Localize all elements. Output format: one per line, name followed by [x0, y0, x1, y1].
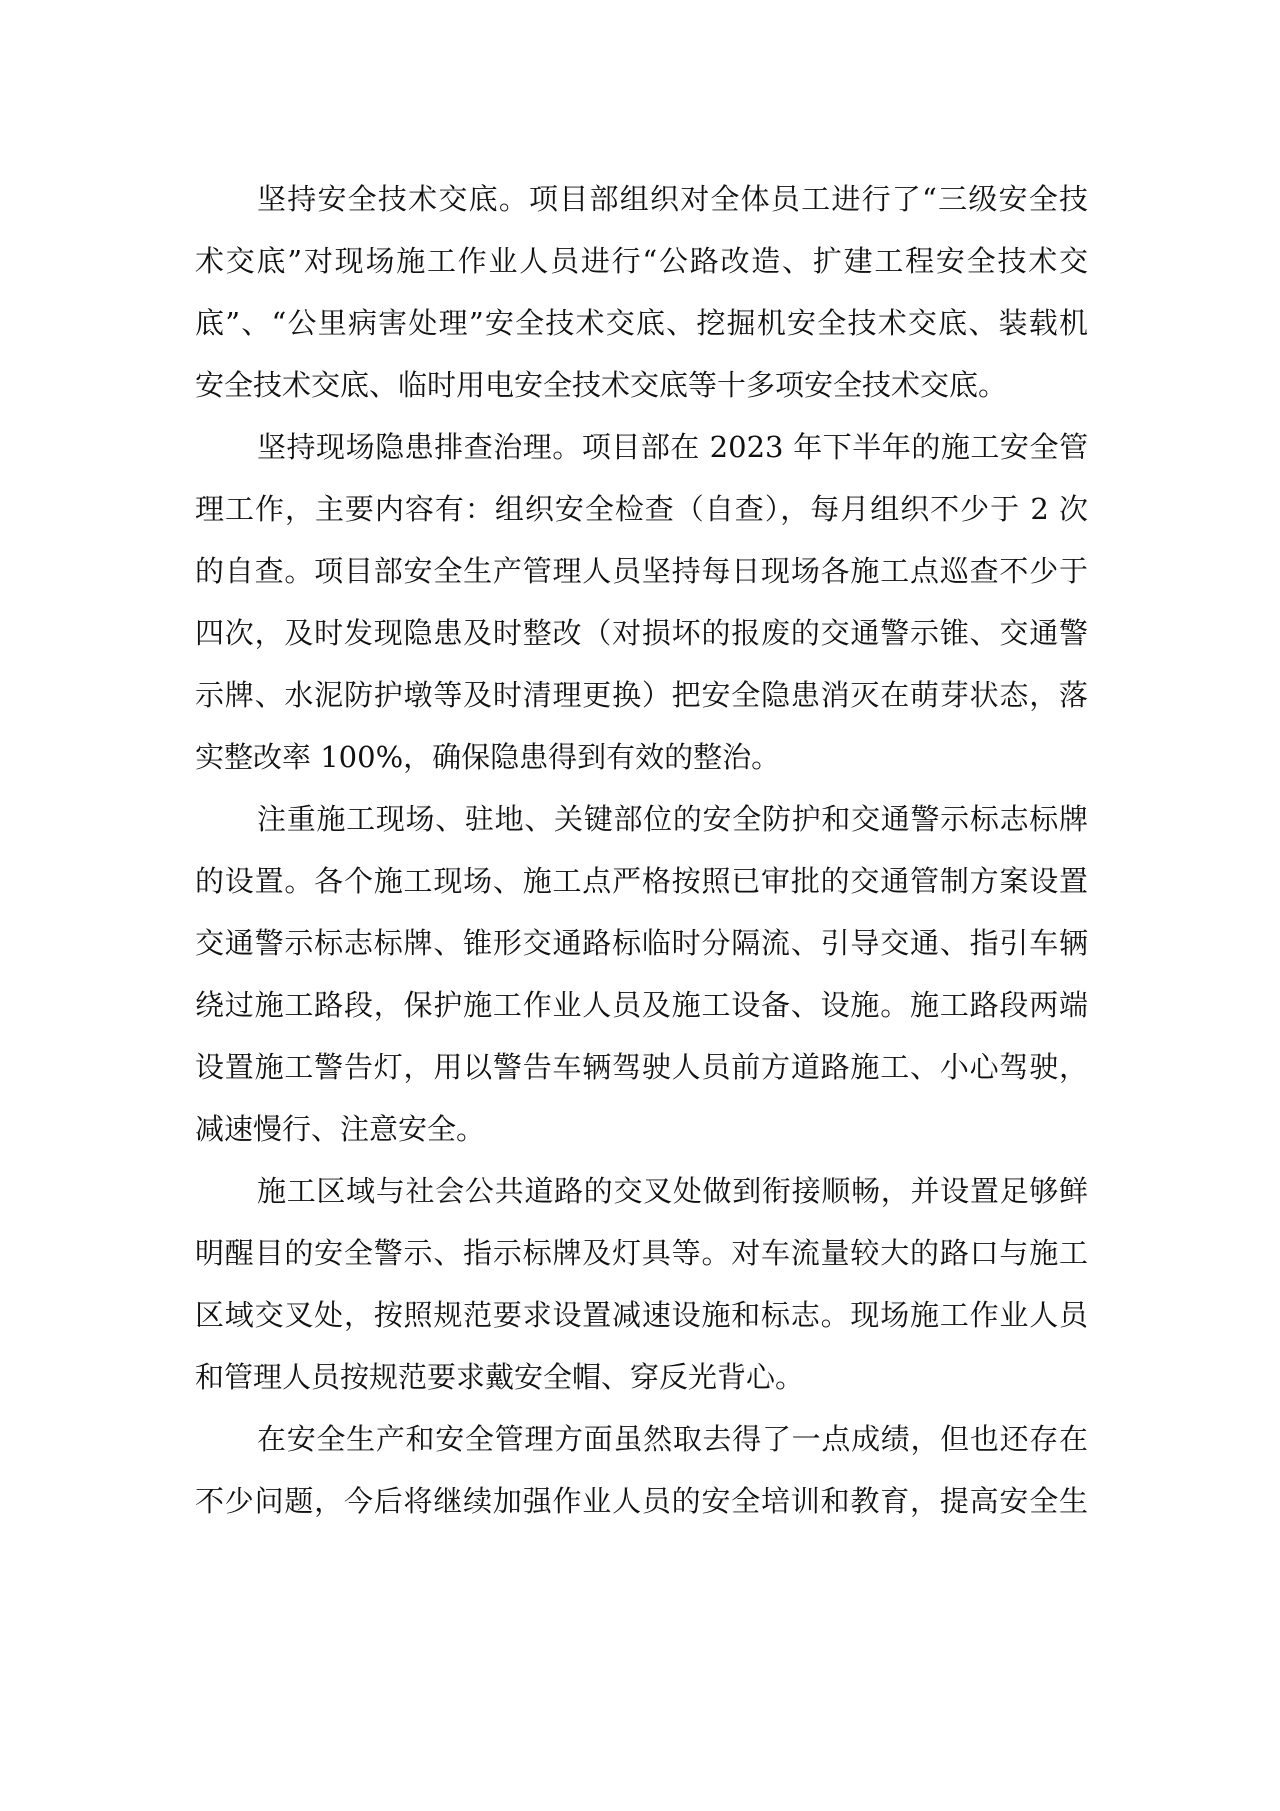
text-line: 实整改率 100%，确保隐患得到有效的整治。 — [195, 740, 781, 774]
text-line: 交通警示标志标牌、锥形交通路标临时分隔流、引导交通、指引车辆 — [195, 926, 1088, 960]
text-line: 四次，及时发现隐患及时整改（对损坏的报废的交通警示锥、交通警 — [195, 616, 1088, 650]
paragraph-safety-signage — [195, 788, 1088, 1160]
paragraph-safety-briefing — [195, 168, 1088, 416]
paragraph-conclusion — [195, 1408, 1088, 1532]
text-line: 的设置。各个施工现场、施工点严格按照已审批的交通管制方案设置 — [195, 864, 1088, 898]
text-line: 施工区域与社会公共道路的交叉处做到衔接顺畅，并设置足够鲜 — [257, 1174, 1088, 1208]
text-line: 区域交叉处，按照规范要求设置减速设施和标志。现场施工作业人员 — [195, 1298, 1088, 1332]
text-line: 设置施工警告灯，用以警告车辆驾驶人员前方道路施工、小心驾驶， — [195, 1050, 1088, 1084]
text-line: 术交底”对现场施工作业人员进行“公路改造、扩建工程安全技术交 — [195, 244, 1088, 278]
text-line: 坚持现场隐患排查治理。项目部在 2023 年下半年的施工安全管 — [257, 430, 1088, 464]
text-line: 绕过施工路段，保护施工作业人员及施工设备、设施。施工路段两端 — [195, 988, 1088, 1022]
text-line: 底”、“公里病害处理”安全技术交底、挖掘机安全技术交底、装载机 — [195, 306, 1088, 340]
text-line: 在安全生产和安全管理方面虽然取去得了一点成绩，但也还存在 — [257, 1422, 1088, 1456]
document-body — [195, 168, 1088, 1532]
text-line: 安全技术交底、临时用电安全技术交底等十多项安全技术交底。 — [195, 368, 1008, 402]
text-line: 坚持安全技术交底。项目部组织对全体员工进行了“三级安全技 — [257, 182, 1088, 216]
text-line: 示牌、水泥防护墩等及时清理更换）把安全隐患消灭在萌芽状态，落 — [195, 678, 1088, 712]
text-line: 注重施工现场、驻地、关键部位的安全防护和交通警示标志标牌 — [257, 802, 1088, 836]
text-line: 明醒目的安全警示、指示标牌及灯具等。对车流量较大的路口与施工 — [195, 1236, 1088, 1270]
text-line: 的自查。项目部安全生产管理人员坚持每日现场各施工点巡查不少于 — [195, 554, 1088, 588]
text-line: 理工作，主要内容有：组织安全检查（自查），每月组织不少于 2 次 — [195, 492, 1088, 526]
text-line: 和管理人员按规范要求戴安全帽、穿反光背心。 — [195, 1360, 805, 1394]
paragraph-hazard-inspection — [195, 416, 1088, 788]
text-line: 减速慢行、注意安全。 — [195, 1112, 486, 1146]
text-line: 不少问题，今后将继续加强作业人员的安全培训和教育，提高安全生 — [195, 1484, 1088, 1518]
paragraph-road-intersection — [195, 1160, 1088, 1408]
